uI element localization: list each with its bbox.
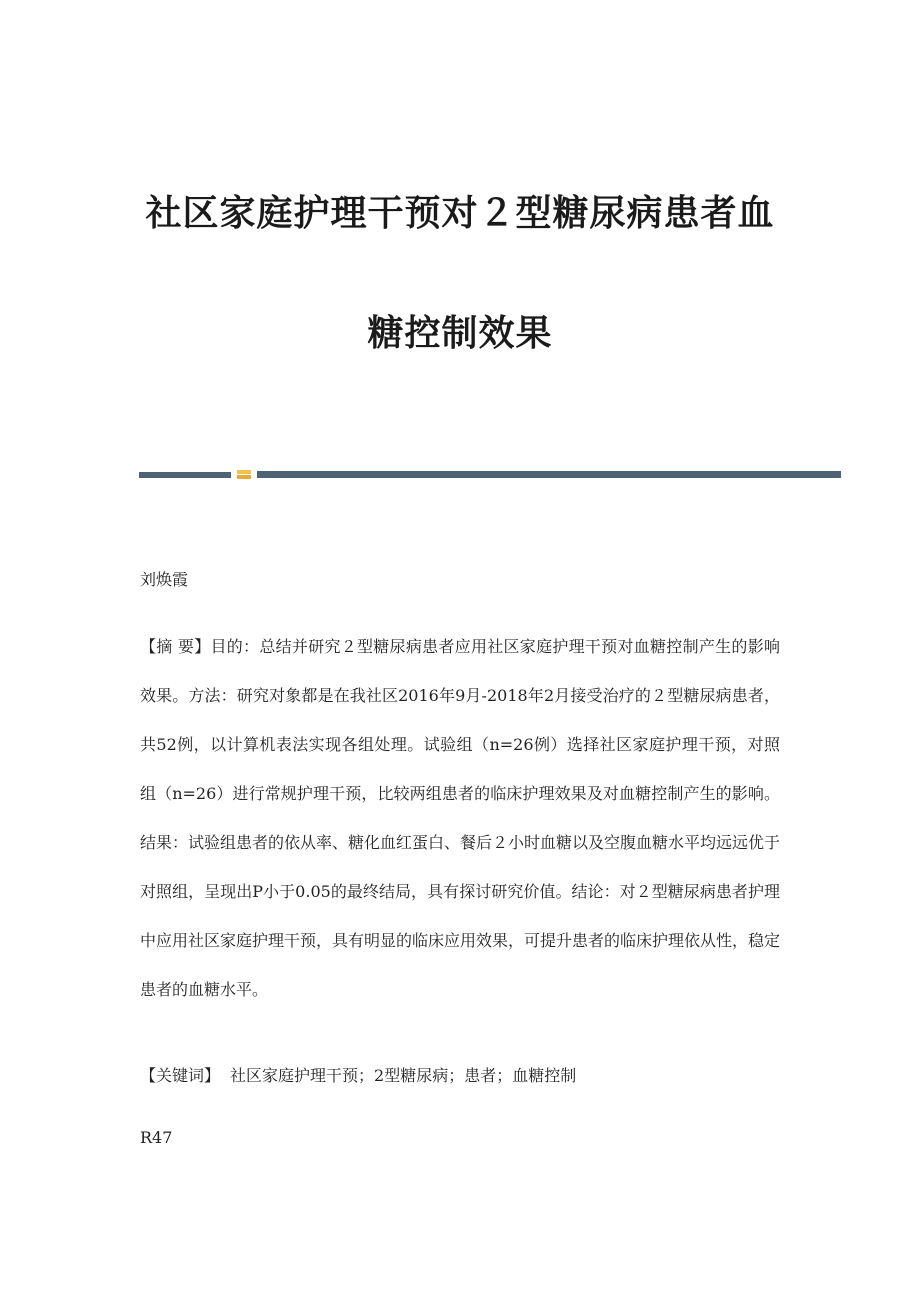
keywords-label: 【关键词】	[140, 1066, 221, 1085]
paper-title-line-2: 糖控制效果	[367, 313, 553, 354]
keywords-text: 社区家庭护理干预；2型糖尿病；患者；血糖控制	[230, 1066, 577, 1085]
abstract-label: 【摘 要】	[140, 637, 211, 656]
title-divider	[139, 470, 841, 480]
abstract-text: 目的：总结并研究２型糖尿病患者应用社区家庭护理干预对血糖控制产生的影响效果。方法：研究对象都是在我社区2016年9月-2018年2月接受治疗的２型糖尿病患者，共52例，以计算机表法实现各组处理。试验组（n=26例）选择社区家庭护理干预，对照组（n=26）进行常规护理干预，比较两组患者的临床护理效果及对血糖控制产生的影响。结果：试验组患者的依从率、糖化血红蛋白、餐后２小时血糖以及空腹血糖水平均远远优于对照组，呈现出P小于0.05的最终结局，具有探讨研究价值。结论：对２型糖尿病患者护理中应用社区家庭护理干预，具有明显的临床应用效果，可提升患者的临床护理依从性，稳定患者的血糖水平。	[140, 637, 781, 999]
abstract-paragraph	[140, 622, 780, 1014]
classification-number: R47	[140, 1128, 173, 1147]
divider-bar-left	[139, 472, 231, 478]
paper-title-line-1: 社区家庭护理干预对２型糖尿病患者血	[145, 193, 775, 234]
divider-ornament-icon	[237, 470, 251, 480]
author-name: 刘焕霞	[140, 570, 189, 589]
keywords-line	[140, 1062, 780, 1090]
divider-bar-right	[257, 471, 841, 478]
